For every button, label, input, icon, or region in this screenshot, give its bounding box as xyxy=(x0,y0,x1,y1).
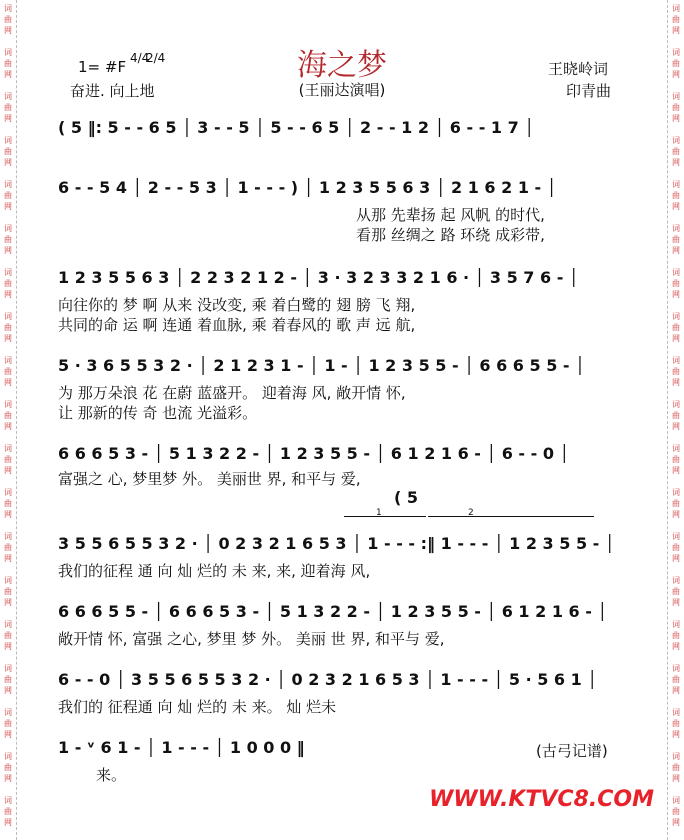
watermark-glyph: 曲 xyxy=(672,367,680,376)
watermark-glyph: 词 xyxy=(4,444,12,453)
watermark-glyph: 词 xyxy=(672,576,680,585)
watermark-glyph: 词 xyxy=(4,356,12,365)
watermark-glyph: 网 xyxy=(672,378,680,387)
watermark-glyph: 网 xyxy=(4,158,12,167)
watermark-glyph: 网 xyxy=(672,774,680,783)
singer-credit: (王丽达演唱) xyxy=(298,81,386,99)
score-line-5: 6 6 6 5 3 - │ 5 1 3 2 2 - │ 1 2 3 5 5 - │ 6 1 2 1 6 - │ 6 - - 0 │ xyxy=(58,444,570,463)
lyric-line-4a: 为 那万朵浪 花 在蔚 蓝盛开。 迎着海 风, 敞开情 怀, xyxy=(58,384,406,402)
watermark-glyph: 词 xyxy=(4,4,12,13)
watermark-glyph: 曲 xyxy=(4,147,12,156)
watermark-glyph: 网 xyxy=(4,642,12,651)
score-line-8: 6 - - 0 │ 3 5 5 6 5 5 3 2 · │ 0 2 3 2 1 6 5 3 │ 1 - - - │ 5 · 5 6 1 │ xyxy=(58,670,597,689)
watermark-glyph: 曲 xyxy=(4,631,12,640)
watermark-glyph: 曲 xyxy=(672,147,680,156)
watermark-glyph: 网 xyxy=(4,378,12,387)
watermark-glyph: 网 xyxy=(672,554,680,563)
watermark-glyph: 词 xyxy=(4,708,12,717)
watermark-glyph: 曲 xyxy=(672,411,680,420)
watermark-glyph: 词 xyxy=(672,48,680,57)
watermark-glyph: 曲 xyxy=(672,103,680,112)
site-watermark: WWW.KTVC8.COM xyxy=(429,787,654,812)
volta-2-label: 2 xyxy=(468,508,474,518)
watermark-glyph: 曲 xyxy=(672,59,680,68)
score-line-2: 6 - - 5 4 │ 2 - - 5 3 │ 1 - - - ) │ 1 2 3 5 5 6 3 │ 2 1 6 2 1 - │ xyxy=(58,178,557,197)
watermark-glyph: 词 xyxy=(672,136,680,145)
volta-2-bracket xyxy=(428,516,594,517)
watermark-glyph: 网 xyxy=(672,26,680,35)
watermark-glyph: 网 xyxy=(4,202,12,211)
lyric-line-7a: 敞开情 怀, 富强 之心, 梦里 梦 外。 美丽 世 界, 和平与 爱, xyxy=(58,630,445,648)
watermark-glyph: 网 xyxy=(4,686,12,695)
watermark-glyph: 曲 xyxy=(672,807,680,816)
watermark-glyph: 网 xyxy=(4,114,12,123)
watermark-glyph: 网 xyxy=(4,70,12,79)
watermark-glyph: 词 xyxy=(4,620,12,629)
watermark-glyph: 网 xyxy=(672,70,680,79)
watermark-glyph: 网 xyxy=(672,246,680,255)
watermark-glyph: 网 xyxy=(4,290,12,299)
watermark-glyph: 曲 xyxy=(672,543,680,552)
watermark-glyph: 曲 xyxy=(4,763,12,772)
watermark-glyph: 网 xyxy=(672,334,680,343)
watermark-glyph: 词 xyxy=(4,180,12,189)
watermark-glyph: 词 xyxy=(672,752,680,761)
watermark-glyph: 网 xyxy=(4,774,12,783)
watermark-glyph: 词 xyxy=(4,92,12,101)
pickup-note: ( 5 xyxy=(394,488,419,507)
watermark-glyph: 网 xyxy=(672,598,680,607)
watermark-glyph: 曲 xyxy=(4,235,12,244)
watermark-glyph: 词 xyxy=(4,136,12,145)
lyric-line-3b: 共同的命 运 啊 连通 着血脉, 乘 着春风的 歌 声 远 航, xyxy=(58,316,416,334)
watermark-glyph: 网 xyxy=(672,114,680,123)
watermark-glyph: 曲 xyxy=(4,15,12,24)
watermark-glyph: 词 xyxy=(4,752,12,761)
watermark-glyph: 曲 xyxy=(672,499,680,508)
score-line-3: 1 2 3 5 5 6 3 │ 2 2 3 2 1 2 - │ 3 · 3 2 3 3 2 1 6 · │ 3 5 7 6 - │ xyxy=(58,268,579,287)
watermark-glyph: 词 xyxy=(4,268,12,277)
lyric-line-8a: 我们的 征程通 向 灿 烂的 未 来。 灿 烂未 xyxy=(58,698,337,716)
watermark-glyph: 词 xyxy=(672,92,680,101)
watermark-glyph: 网 xyxy=(4,554,12,563)
watermark-glyph: 曲 xyxy=(4,367,12,376)
lyric-line-6a: 我们的征程 通 向 灿 烂的 未 来, 来, 迎着海 风, xyxy=(58,562,371,580)
time-signature-1: 4/4 xyxy=(130,51,150,65)
watermark-glyph: 网 xyxy=(672,730,680,739)
watermark-glyph: 词 xyxy=(672,312,680,321)
lyric-line-4b: 让 那新的传 奇 也流 光溢彩。 xyxy=(58,404,258,422)
time-signature-2: 2/4 xyxy=(146,51,166,65)
lyric-line-3a: 向往你的 梦 啊 从来 没改变, 乘 着白鹭的 翅 膀 飞 翔, xyxy=(58,296,416,314)
watermark-glyph: 曲 xyxy=(4,323,12,332)
watermark-glyph: 词 xyxy=(672,620,680,629)
watermark-glyph: 词 xyxy=(4,796,12,805)
watermark-glyph: 网 xyxy=(4,730,12,739)
watermark-glyph: 网 xyxy=(672,818,680,827)
transcriber-credit: (古弓记谱) xyxy=(536,742,608,760)
watermark-glyph: 网 xyxy=(672,510,680,519)
right-watermark-strip xyxy=(667,0,684,840)
watermark-glyph: 网 xyxy=(4,246,12,255)
watermark-glyph: 词 xyxy=(4,48,12,57)
watermark-glyph: 词 xyxy=(4,224,12,233)
watermark-glyph: 曲 xyxy=(672,587,680,596)
watermark-glyph: 词 xyxy=(672,224,680,233)
watermark-glyph: 词 xyxy=(672,708,680,717)
watermark-glyph: 词 xyxy=(672,180,680,189)
watermark-glyph: 词 xyxy=(4,576,12,585)
watermark-glyph: 词 xyxy=(4,488,12,497)
watermark-glyph: 网 xyxy=(672,158,680,167)
watermark-glyph: 曲 xyxy=(4,807,12,816)
watermark-glyph: 曲 xyxy=(672,763,680,772)
watermark-glyph: 词 xyxy=(672,4,680,13)
watermark-glyph: 曲 xyxy=(4,59,12,68)
watermark-glyph: 网 xyxy=(4,422,12,431)
volta-1-bracket xyxy=(344,516,426,517)
composer-credit: 印青曲 xyxy=(566,82,612,100)
watermark-glyph: 曲 xyxy=(672,235,680,244)
watermark-glyph: 曲 xyxy=(672,675,680,684)
watermark-glyph: 网 xyxy=(672,290,680,299)
score-line-9: 1 - ᵛ 6 1 - │ 1 - - - │ 1 0 0 0 ‖ xyxy=(58,738,305,757)
score-line-7: 6 6 6 5 5 - │ 6 6 6 5 3 - │ 5 1 3 2 2 - │ 1 2 3 5 5 - │ 6 1 2 1 6 - │ xyxy=(58,602,608,621)
score-line-4: 5 · 3 6 5 5 3 2 · │ 2 1 2 3 1 - │ 1 - │ 1 2 3 5 5 - │ 6 6 6 5 5 - │ xyxy=(58,356,585,375)
watermark-glyph: 网 xyxy=(672,642,680,651)
watermark-glyph: 网 xyxy=(672,466,680,475)
watermark-glyph: 曲 xyxy=(672,279,680,288)
watermark-glyph: 曲 xyxy=(4,587,12,596)
lyricist-credit: 王晓岭词 xyxy=(548,60,609,78)
watermark-glyph: 曲 xyxy=(4,455,12,464)
watermark-glyph: 曲 xyxy=(4,675,12,684)
score-line-6: 3 5 5 6 5 5 3 2 · │ 0 2 3 2 1 6 5 3 │ 1 - - - :‖ 1 - - - │ 1 2 3 5 5 - │ xyxy=(58,534,615,553)
watermark-glyph: 网 xyxy=(672,686,680,695)
watermark-glyph: 词 xyxy=(672,400,680,409)
lyric-line-9a: 来。 xyxy=(96,766,127,784)
watermark-glyph: 网 xyxy=(4,510,12,519)
watermark-glyph: 曲 xyxy=(672,455,680,464)
watermark-glyph: 曲 xyxy=(672,631,680,640)
lyric-line-5a: 富强之 心, 梦里梦 外。 美丽世 界, 和平与 爱, xyxy=(58,470,361,488)
watermark-glyph: 网 xyxy=(4,466,12,475)
song-title: 海之梦 xyxy=(297,48,387,83)
watermark-glyph: 词 xyxy=(672,356,680,365)
lyric-line-2b: 看那 丝绸之 路 环绕 成彩带, xyxy=(356,226,545,244)
watermark-glyph: 曲 xyxy=(4,191,12,200)
watermark-glyph: 曲 xyxy=(672,323,680,332)
watermark-glyph: 词 xyxy=(4,400,12,409)
watermark-glyph: 词 xyxy=(672,796,680,805)
watermark-glyph: 词 xyxy=(672,532,680,541)
watermark-glyph: 词 xyxy=(4,532,12,541)
key-signature: 1= #F xyxy=(78,58,127,76)
watermark-glyph: 曲 xyxy=(4,411,12,420)
watermark-glyph: 曲 xyxy=(672,719,680,728)
watermark-glyph: 曲 xyxy=(4,719,12,728)
watermark-glyph: 曲 xyxy=(4,499,12,508)
watermark-glyph: 词 xyxy=(672,488,680,497)
watermark-glyph: 词 xyxy=(4,664,12,673)
lyric-line-2a: 从那 先辈扬 起 风帆 的时代, xyxy=(356,206,545,224)
watermark-glyph: 网 xyxy=(4,598,12,607)
watermark-glyph: 词 xyxy=(672,664,680,673)
volta-1-label: 1 xyxy=(376,508,382,518)
watermark-glyph: 曲 xyxy=(672,191,680,200)
watermark-glyph: 曲 xyxy=(4,103,12,112)
watermark-glyph: 曲 xyxy=(4,543,12,552)
watermark-glyph: 网 xyxy=(4,26,12,35)
watermark-glyph: 网 xyxy=(4,334,12,343)
watermark-glyph: 词 xyxy=(672,268,680,277)
score-line-1: ( 5 ‖: 5 - - 6 5 │ 3 - - 5 │ 5 - - 6 5 │ 2 - - 1 2 │ 6 - - 1 7 │ xyxy=(58,118,534,137)
watermark-glyph: 词 xyxy=(4,312,12,321)
watermark-glyph: 网 xyxy=(4,818,12,827)
watermark-glyph: 网 xyxy=(672,422,680,431)
watermark-glyph: 网 xyxy=(672,202,680,211)
watermark-glyph: 词 xyxy=(672,444,680,453)
watermark-glyph: 曲 xyxy=(672,15,680,24)
watermark-glyph: 曲 xyxy=(4,279,12,288)
left-watermark-strip xyxy=(0,0,17,840)
tempo-marking: 奋进. 向上地 xyxy=(70,82,155,100)
